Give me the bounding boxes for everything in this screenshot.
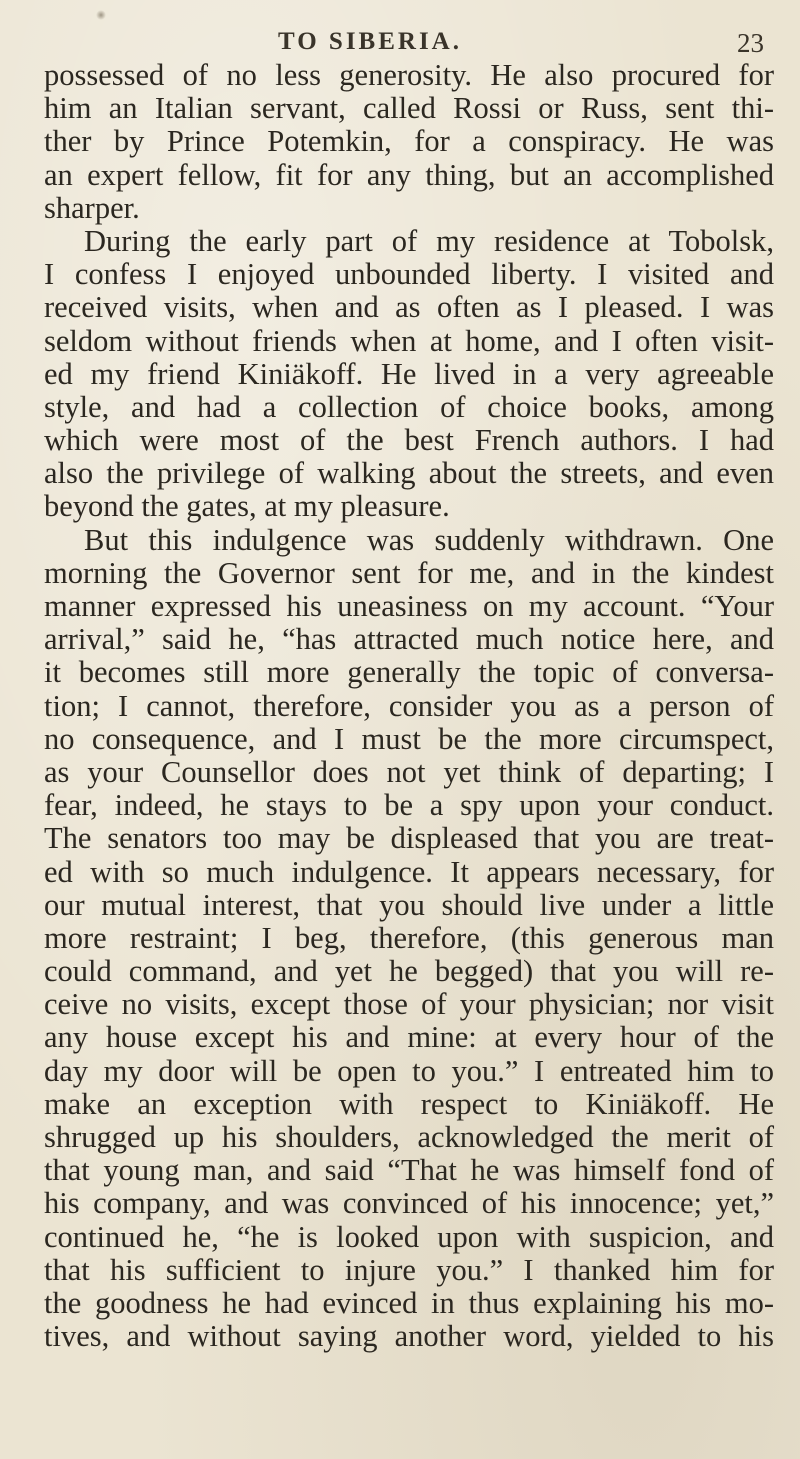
text-line: sharper. <box>44 190 140 225</box>
text-line: day my door will be open to you.” I entreated him to <box>44 1053 774 1088</box>
text-line: as your Counsellor does not yet think of departing; I <box>44 754 774 789</box>
text-line: more restraint; I beg, therefore, (this generous man <box>44 920 774 955</box>
text-line: ther by Prince Potemkin, for a conspiracy. He was <box>44 124 774 159</box>
text-line: beyond the gates, at my pleasure. <box>44 489 450 524</box>
text-line: seldom without friends when at home, and I often visit- <box>44 323 774 358</box>
text-line: him an Italian servant, called Rossi or Russ, sent thi- <box>44 91 774 126</box>
running-title: TO SIBERIA. <box>278 28 462 55</box>
text-line: any house except his and mine: at every hour of the <box>44 1020 774 1055</box>
text-line: could command, and yet he begged) that you will re- <box>44 954 774 989</box>
text-line: received visits, when and as often as I pleased. I was <box>44 290 774 325</box>
text-line: also the privilege of walking about the streets, and even <box>44 456 774 491</box>
text-line: I confess I enjoyed unbounded liberty. I visited and <box>44 257 774 292</box>
text-line: his company, and was convinced of his innocence; yet,” <box>44 1186 774 1221</box>
text-line: tives, and without saying another word, yielded to his <box>44 1319 774 1354</box>
text-line: that his sufficient to injure you.” I thanked him for <box>44 1252 774 1287</box>
text-line: But this indulgence was suddenly withdrawn. One <box>84 522 774 557</box>
text-line: shrugged up his shoulders, acknowledged the merit of <box>44 1120 774 1154</box>
text-line: style, and had a collection of choice books, among <box>44 389 774 424</box>
body-text <box>44 59 774 1353</box>
text-line: The senators too may be displeased that you are treat- <box>44 821 774 856</box>
text-line: that young man, and said “That he was himself fond of <box>44 1153 774 1188</box>
text-line: morning the Governor sent for me, and in the kindest <box>44 555 774 590</box>
text-line: no consequence, and I must be the more circumspect, <box>44 721 774 756</box>
text-line: our mutual interest, that you should live under a little <box>44 887 774 922</box>
text-line: tion; I cannot, therefore, consider you as a person of <box>44 688 774 723</box>
text-line: the goodness he had evinced in thus explaining his mo- <box>44 1285 774 1320</box>
text-line: ceive no visits, except those of your physician; nor visit <box>44 987 774 1022</box>
page-number: 23 <box>737 28 764 58</box>
text-line: During the early part of my residence at Tobolsk, <box>84 223 774 258</box>
text-line: it becomes still more generally the topic of conversa- <box>44 655 774 690</box>
text-line: fear, indeed, he stays to be a spy upon your conduct. <box>44 788 774 823</box>
text-line: make an exception with respect to Kiniäkoff. He <box>44 1086 774 1121</box>
text-line: possessed of no less generosity. He also procured for <box>44 58 774 92</box>
text-line: which were most of the best French authors. I had <box>44 423 774 458</box>
text-line: an expert fellow, fit for any thing, but an accomplished <box>44 157 774 192</box>
text-line: manner expressed his uneasiness on my account. “Your <box>44 589 774 623</box>
text-line: continued he, “he is looked upon with suspicion, and <box>44 1219 774 1254</box>
text-line: ed my friend Kiniäkoff. He lived in a very agreeable <box>44 356 774 391</box>
text-line: ed with so much indulgence. It appears necessary, for <box>44 854 774 889</box>
page-header <box>0 16 800 56</box>
text-line: arrival,” said he, “has attracted much notice here, and <box>44 622 774 657</box>
